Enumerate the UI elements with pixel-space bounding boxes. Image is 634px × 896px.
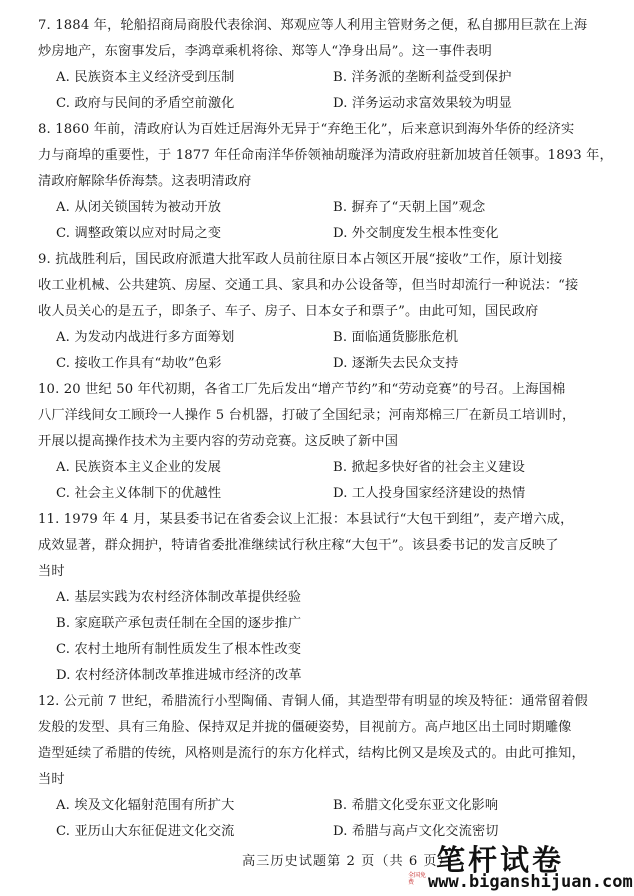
option-b: B. 洋务派的垄断利益受到保护	[333, 70, 512, 85]
option-b: B. 家庭联产承包责任制在全国的逐步推广	[56, 616, 302, 631]
option-c: C. 亚历山大东征促进文化交流	[56, 824, 235, 839]
option-d: D. 外交制度发生根本性变化	[333, 226, 499, 241]
option-c: C. 社会主义体制下的优越性	[56, 486, 222, 501]
question-stem-line: 11. 1979 年 4 月，某县委书记在省委会议上汇报：本县试行“大包干到组”，麦产增六成，	[38, 512, 574, 527]
question-stem-line: 12. 公元前 7 世纪，希腊流行小型陶俑、青铜人俑，其造型带有明显的埃及特征：通常留着假	[38, 694, 588, 709]
option-c: C. 政府与民间的矛盾空前激化	[56, 96, 235, 111]
option-c: C. 农村土地所有制性质发生了根本性改变	[56, 642, 302, 657]
option-a: A. 民族资本主义企业的发展	[56, 460, 222, 475]
option-a: A. 民族资本主义经济受到压制	[56, 70, 235, 85]
watermark-title: 笔杆试卷	[436, 843, 565, 877]
option-a: A. 从闭关锁国转为被动开放	[56, 200, 222, 215]
question-stem-line: 当时	[38, 564, 65, 579]
question-stem-line: 八厂洋线间女工顾玲一人操作 5 台机器，打破了全国纪录；河南郑棉三厂在新员工培训时，	[38, 408, 576, 423]
question-stem-line: 发般的发型、具有三角脸、保持双足并拢的僵硬姿势，目视前方。高卢地区出土同时期雕像	[38, 720, 572, 735]
question-stem-line: 收工业机械、公共建筑、房屋、交通工具、家具和办公设备等，但当时却流行一种说法：“接	[38, 278, 579, 293]
page-footer: 高三历史试题第 2 页（共 6 页）	[242, 854, 452, 869]
option-b: B. 摒弃了“天朝上国”观念	[333, 200, 486, 215]
question-stem-line: 收人员关心的是五子，即条子、车子、房子、日本女子和票子”。由此可知，国民政府	[38, 304, 539, 319]
option-a: A. 基层实践为农村经济体制改革提供经验	[56, 590, 302, 605]
option-d: D. 工人投身国家经济建设的热情	[333, 486, 526, 501]
option-c: C. 接收工作具有“劫收”色彩	[56, 356, 222, 371]
option-b: B. 掀起多快好省的社会主义建设	[333, 460, 525, 475]
question-stem-line: 当时	[38, 772, 65, 787]
option-d: D. 逐渐失去民众支持	[333, 356, 459, 371]
question-stem-line: 开展以提高操作技术为主要内容的劳动竞赛。这反映了新中国	[38, 434, 399, 449]
option-b: B. 面临通货膨胀危机	[333, 330, 459, 345]
question-stem-line: 10. 20 世纪 50 年代初期，各省工厂先后发出“增产节约”和“劳动竞赛”的号召。上海国棉	[38, 382, 566, 397]
option-d: D. 农村经济体制改革推进城市经济的改革	[56, 668, 302, 683]
question-stem-line: 8. 1860 年前，清政府认为百姓迁居海外无异于“弃绝王化”，后来意识到海外华侨的经济实	[38, 122, 575, 137]
question-stem-line: 9. 抗战胜利后，国民政府派遣大批军政人员前往原日本占领区开展“接收”工作，原计划接	[38, 252, 563, 267]
option-a: A. 埃及文化辐射范围有所扩大	[56, 798, 235, 813]
question-stem-line: 炒房地产，东窗事发后，李鸿章乘机将徐、郑等人“净身出局”。这一事件表明	[38, 44, 492, 59]
question-stem-line: 成效显著，群众拥护，特请省委批准继续试行秋庄稼“大包干”。该县委书记的发言反映了	[38, 538, 559, 553]
watermark-small-text: 全国免费	[408, 872, 427, 886]
question-stem-line: 7. 1884 年，轮船招商局商股代表徐润、郑观应等人利用主管财务之便，私自挪用巨款在上海	[38, 18, 588, 33]
option-b: B. 希腊文化受东亚文化影响	[333, 798, 499, 813]
option-d: D. 洋务运动求富效果较为明显	[333, 96, 512, 111]
option-d: D. 希腊与高卢文化交流密切	[333, 824, 499, 839]
question-stem-line: 造型延续了希腊的传统，风格则是流行的东方化样式，结构比例又是埃及式的。由此可推知，	[38, 746, 585, 761]
question-stem-line: 清政府解除华侨海禁。这表明清政府	[38, 174, 252, 189]
watermark-url: www.biganshijuan.com	[428, 872, 633, 892]
option-a: A. 为发动内战进行多方面筹划	[56, 330, 235, 345]
question-stem-line: 力与商埠的重要性，于 1877 年任命南洋华侨领袖胡璇泽为清政府驻新加坡首任领事。1893 年，	[38, 148, 613, 163]
option-c: C. 调整政策以应对时局之变	[56, 226, 222, 241]
